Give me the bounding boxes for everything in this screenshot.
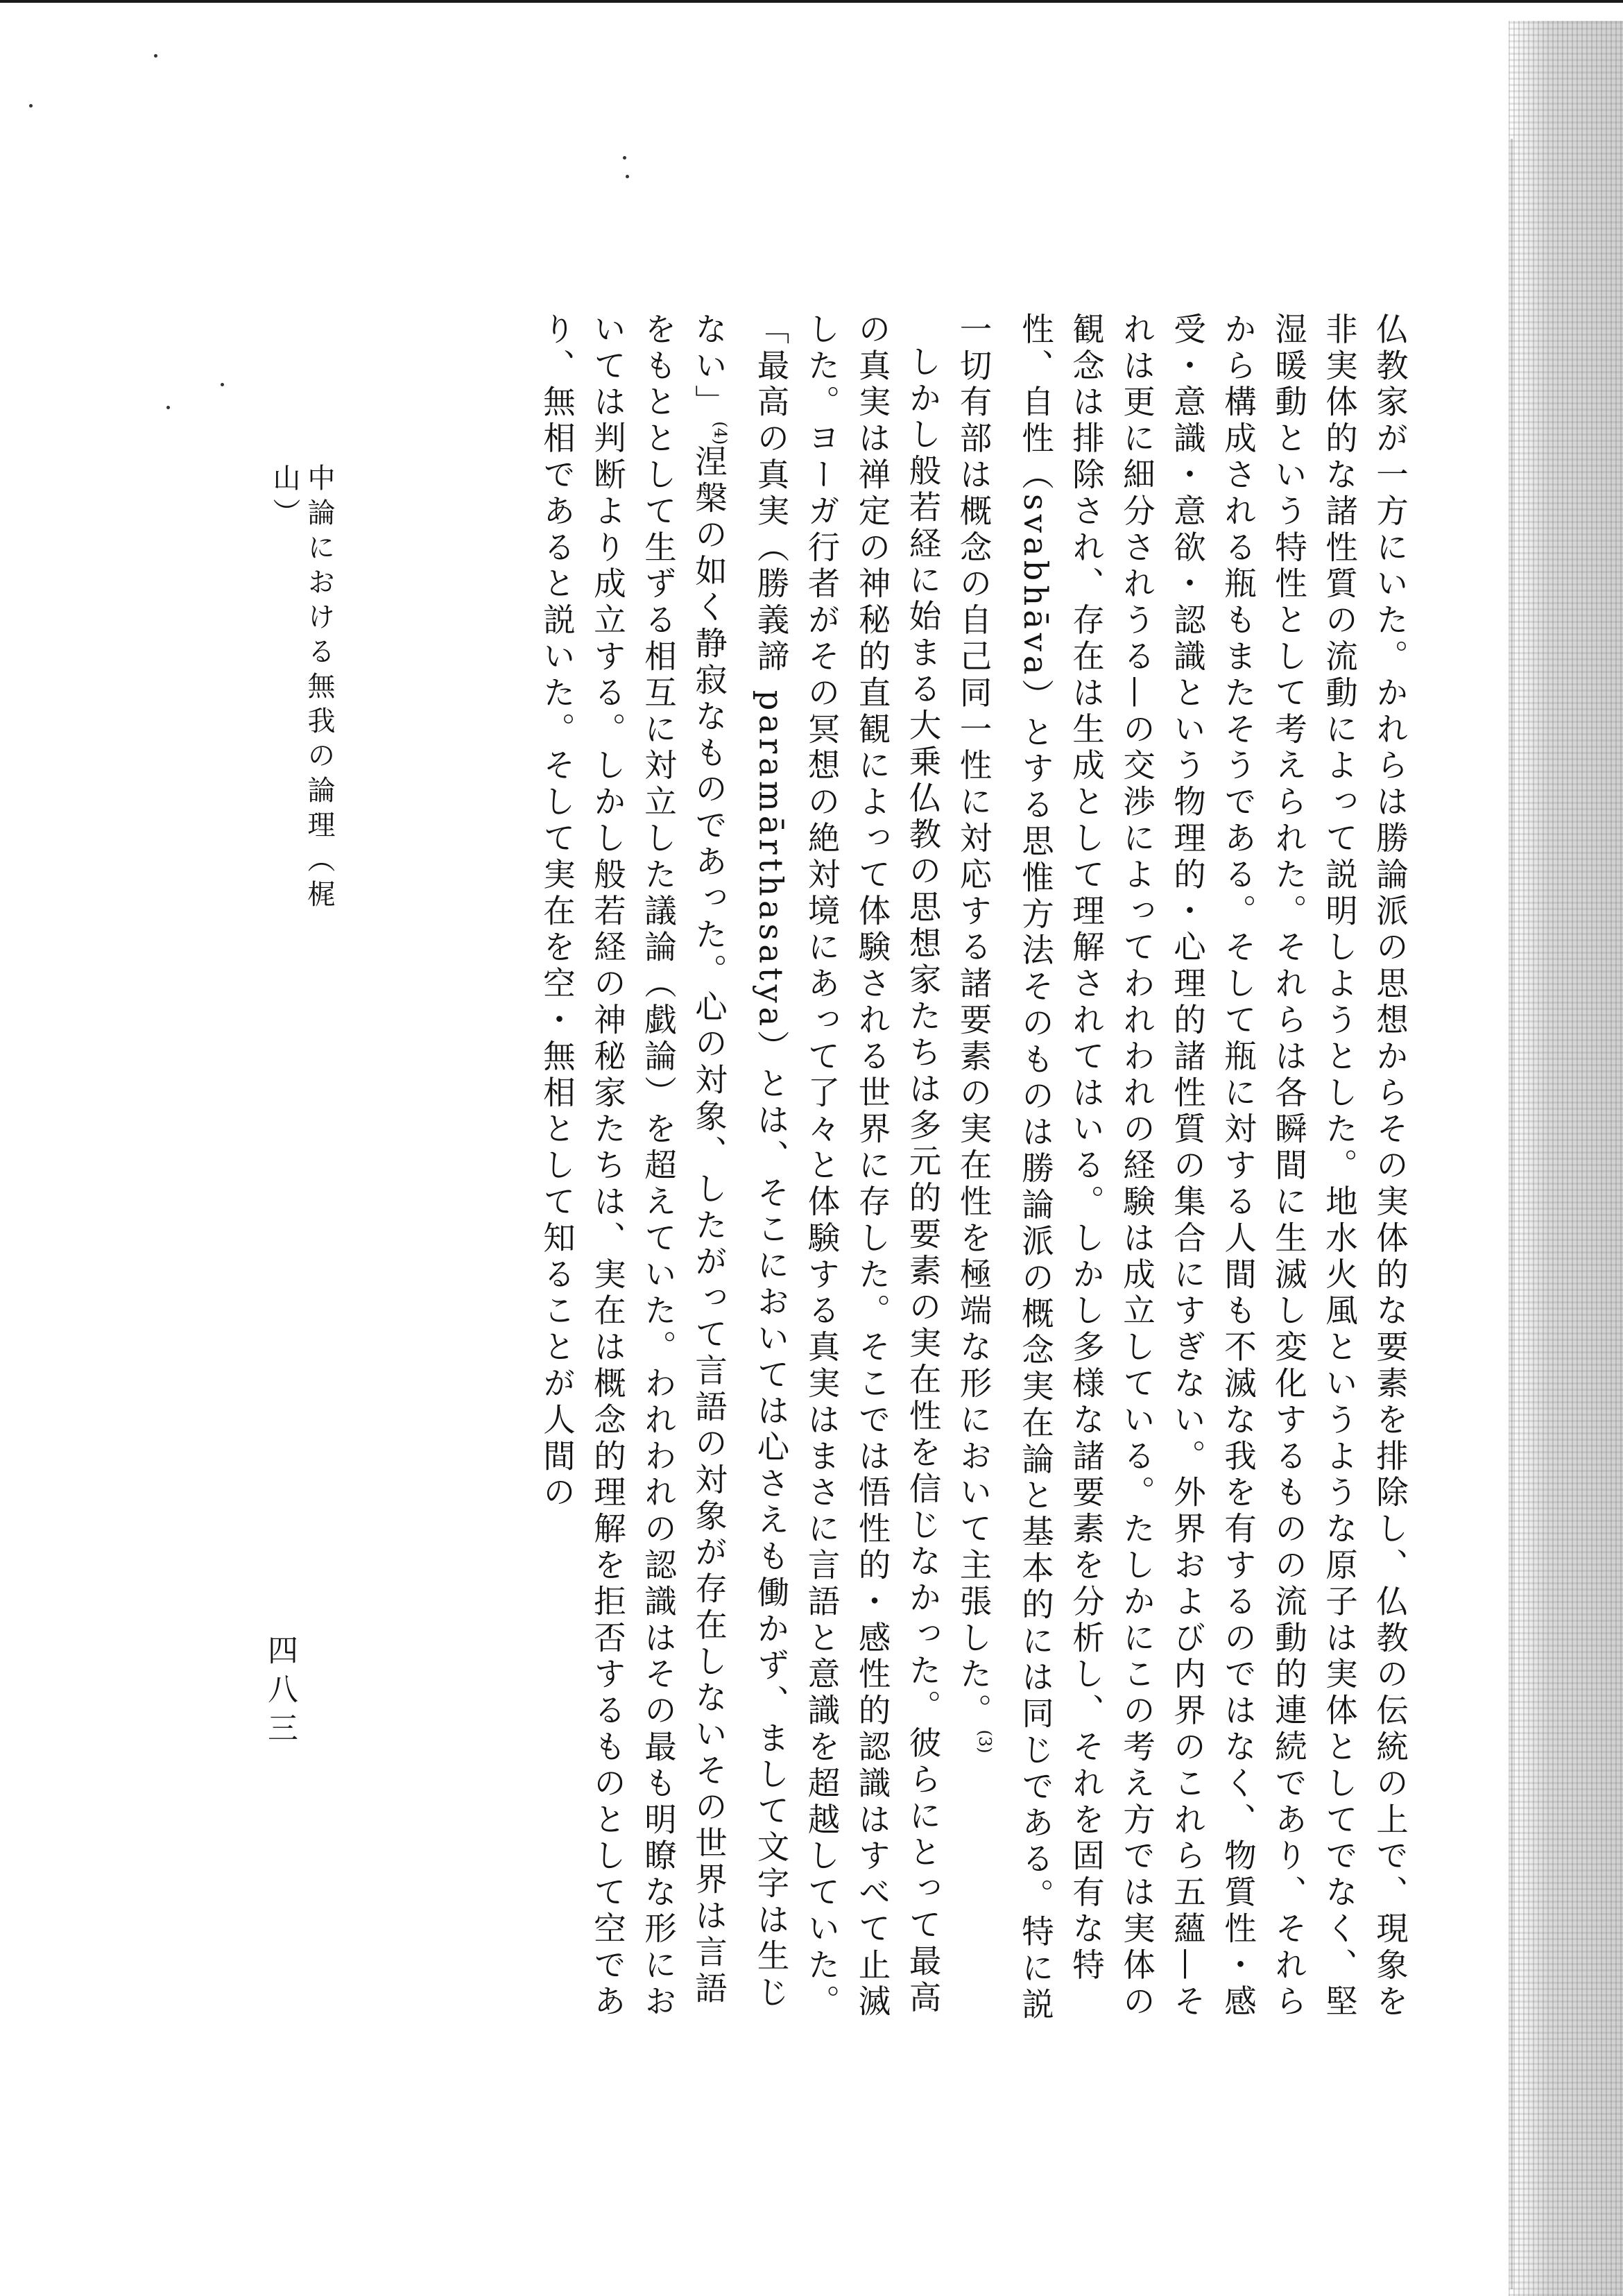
scan-speck <box>166 406 170 409</box>
scan-shadow-edge <box>1509 21 1623 2296</box>
scan-speck <box>29 104 33 108</box>
article-body <box>347 312 1415 2025</box>
scan-speck <box>626 175 629 178</box>
scan-edge-line <box>1511 139 1513 2289</box>
footnote-marker: (4) <box>710 421 730 445</box>
paragraph-text: 仏教家が一方にいた。かれらは勝論派の思想からその実体的な要素を排除し、仏教の伝統の上で、現象を非実体的な諸性質の流動によって説明しようとした。地水火風というような原子は実体としてでなく、堅湿暖動という特性として考えられた。それらは各瞬間に生滅し変化するものの流動的連続であり、それらから構成される瓶もまたそうである。そして瓶に対する人間も不滅な我を有するのではなく、物質性・感受・意識・意欲・認識という物理的・心理的諸性質の集合にすぎない。外界および内界のこれら五蘊—それは更に細分されうる—の交渉によってわれわれの経験は成立している。たしかにこの考え方では実体の観念は排除され、存在は生成として理解されてはいる。しかし多様な諸要素を分析し、それを固有な特性、自性（svabhāva）とする思惟方法そのものは勝論派の概念実在論と基本的には同じである。特に説一切有部は概念の自己同一性に対応する諸要素の実在性を極端な形において主張した。 <box>954 312 1409 2024</box>
paragraph-1 <box>948 312 1416 2025</box>
top-border-line <box>0 0 1623 3</box>
paragraph-text: 涅槃の如く静寂なものであった。心の対象、したがって言語の対象が存在しないその世界は言語をもととして生ずる相互に対立した議論（戯論）を超えていた。われわれの認識はその最も明瞭な形においては判断より成立する。しかし般若経の神秘家たちは、実在は概念的理解を拒否するものとして空であり、無相であると説いた。そして実在を空・無相として知ることが人間の <box>538 312 728 2021</box>
scan-speck <box>221 383 224 386</box>
paragraph-text: しかし般若経に始まる大乗仏教の思想家たちは多元的要素の実在性を信じなかった。彼らにとって最高の真実は禅定の神秘的直観によって体験される世界に存した。そこでは悟性的・感性的認識はすべて止滅した。ヨーガ行者がその冥想の絶対境にあって了々と体験する真実はまさに言語と意識を超越していた。「最高の真実（勝義諦 paramārthasatya）とは、そこにおいては心さえも働かず、まして文字は生じない」 <box>690 312 942 2021</box>
scan-speck <box>623 156 626 160</box>
running-head: 中論における無我の論理（梶山） <box>268 463 335 914</box>
scan-speck <box>154 54 157 58</box>
paragraph-2 <box>531 312 948 2025</box>
page-number: 四八三 <box>262 1634 298 1751</box>
footnote-marker: (3) <box>975 1729 995 1754</box>
